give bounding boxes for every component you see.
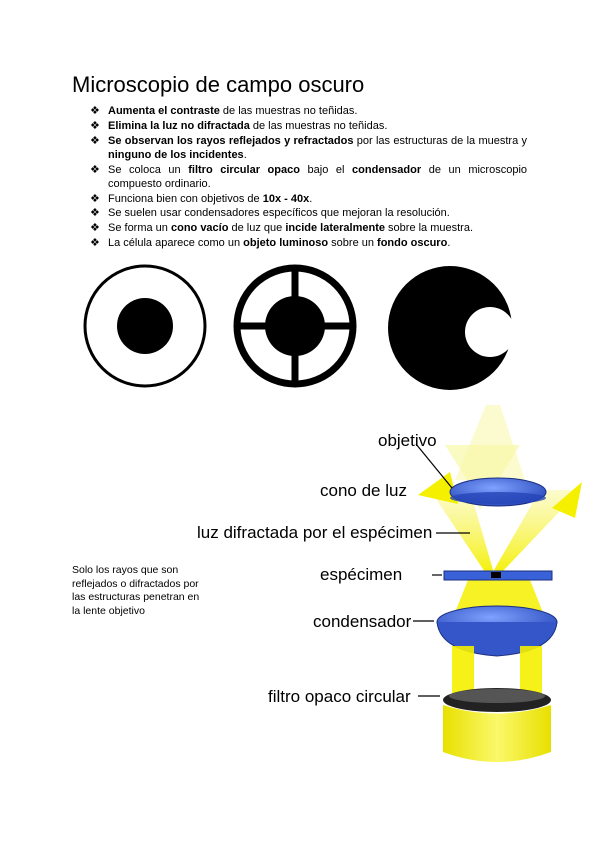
text-run: . — [243, 148, 247, 161]
bullet-marker-icon: ❖ — [90, 119, 100, 132]
bold-text: ninguno de los incidentes — [108, 148, 244, 161]
bold-text: incide lateralmente — [285, 222, 385, 235]
text-run: sobre la muestra. — [384, 222, 474, 235]
darkfield-diagram — [0, 400, 600, 770]
text-run: de luz que — [228, 222, 286, 235]
label-objetivo: objetivo — [378, 431, 437, 450]
bullet-item — [90, 134, 527, 162]
bold-text: Aumenta el contraste — [108, 105, 220, 117]
page-title: Microscopio de campo oscuro — [72, 72, 365, 97]
bold-text: condensador — [352, 163, 422, 176]
bullet-marker-icon: ❖ — [90, 222, 100, 235]
label-cono: cono de luz — [320, 481, 407, 500]
bullet-list — [90, 104, 527, 251]
filter-pattern-crosshair — [237, 268, 353, 384]
bullet-marker-icon: ❖ — [90, 134, 100, 147]
bullet-marker-icon: ❖ — [90, 163, 100, 176]
bold-text: objeto luminoso — [243, 236, 329, 249]
text-run: bajo el — [299, 163, 353, 176]
bold-text: filtro circular opaco — [188, 163, 300, 176]
text-run: . — [309, 192, 313, 205]
bullet-item — [90, 163, 527, 191]
bullet-marker-icon: ❖ — [90, 192, 100, 205]
specimen — [491, 572, 501, 578]
bold-text: cono vacío — [170, 222, 229, 235]
bullet-marker-icon: ❖ — [90, 236, 100, 249]
label-luz-difractada: luz difractada por el espécimen — [197, 523, 433, 542]
text-run: por las estructuras de la muestra y — [353, 134, 527, 147]
label-filtro: filtro opaco circular — [268, 687, 411, 706]
text-run: de un microscopio compuesto ordinario. — [108, 163, 528, 190]
bold-text: Se observan los rayos reflejados y refractados — [108, 134, 354, 147]
text-run: La célula aparece como un — [108, 236, 244, 249]
bullet-marker-icon: ❖ — [90, 105, 100, 117]
text-run: sobre un — [328, 236, 378, 249]
light-source-tube — [443, 705, 551, 762]
text-run: . — [447, 236, 451, 249]
text-run: Funciona bien con objetivos de — [108, 192, 263, 205]
text-run: Se coloca un — [108, 163, 189, 176]
text-run: de las muestras no teñidas. — [219, 105, 358, 117]
bullet-item — [90, 104, 527, 118]
bullet-marker-icon: ❖ — [90, 207, 100, 220]
label-especimen: espécimen — [320, 565, 403, 584]
bold-text: 10x - 40x — [262, 192, 310, 205]
filter-pattern-crescent — [388, 266, 515, 390]
filter-patterns-figure — [0, 262, 600, 402]
bullet-item — [90, 221, 527, 235]
figure-caption: Solo los rayos que son reflejados o difractados por las estructuras penetran en la lente objetivo — [72, 564, 200, 617]
bold-text: fondo oscuro — [377, 236, 448, 249]
text-run: Se forma un — [108, 222, 171, 235]
text-run: Se suelen usar condensadores específicos que mejoran la resolución. — [108, 207, 450, 220]
bullet-item — [90, 119, 527, 133]
label-condensador: condensador — [313, 612, 412, 631]
bold-text: Elimina la luz no difractada — [108, 119, 250, 132]
bullet-item — [90, 236, 527, 250]
bullet-item — [90, 206, 527, 220]
text-run: de las muestras no teñidas. — [249, 119, 388, 132]
bullet-item — [90, 192, 527, 206]
filter-pattern-solid-disc — [85, 266, 205, 386]
